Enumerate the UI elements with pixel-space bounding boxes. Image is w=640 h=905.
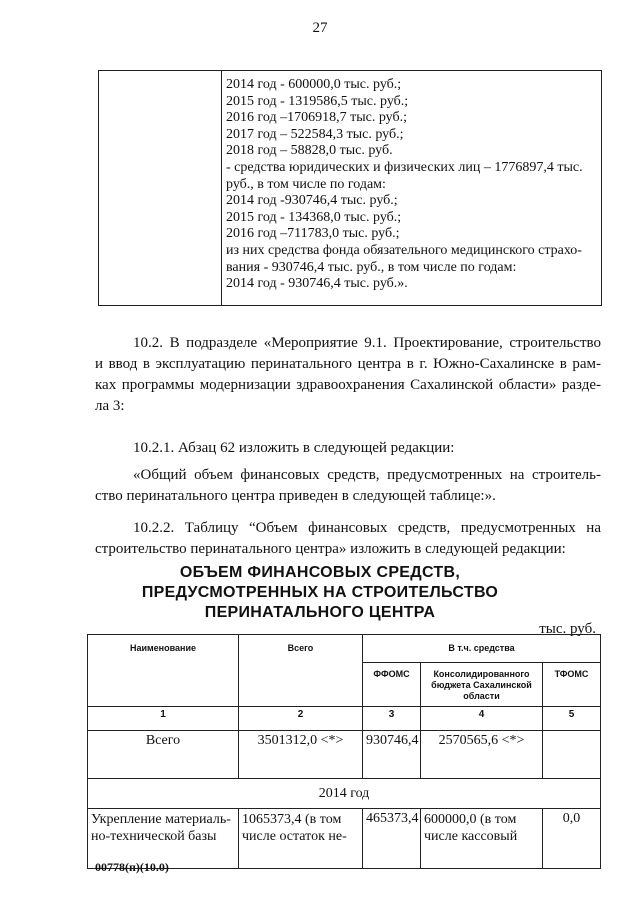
cont-line: вания - 930746,4 тыс. руб., в том числе по годам: [226,259,517,275]
column-number: 1 [88,707,239,731]
column-number: 5 [543,707,601,731]
cont-line: 2016 год –711783,0 тыс. руб.; [226,226,400,242]
header-ffoms: ФФОМС [363,663,421,707]
cont-line: - средства юридических и физических лиц – 1776897,4 тыс. [226,159,583,175]
total-row-name: Всего [88,731,239,779]
header-total: Всего [239,635,363,707]
total-row-tfoms [543,731,601,779]
cont-line: 2014 год - 930746,4 тыс. руб.». [226,276,408,292]
column-number: 4 [421,707,543,731]
cont-line: 2017 год – 522584,3 тыс. руб.; [226,126,404,142]
row-total: 1065373,4 (в том числе остаток не- [239,809,363,869]
header-tfoms: ТФОМС [543,663,601,707]
cont-line: 2014 год -930746,4 тыс. руб.; [226,193,398,209]
cont-line: руб., в том числе по годам: [226,176,386,192]
header-including: В т.ч. средства [363,635,601,663]
total-row-total: 3501312,0 <*> [239,731,363,779]
header-name: Наименование [88,635,239,707]
paragraph-quote: «Общий объем финансовых средств, предусмотренных на строитель- ство перинатального центра приведен в следующей таблице:». [95,467,601,504]
total-row-ffoms: 930746,4 [363,731,421,779]
total-row-consolidated: 2570565,6 <*> [421,731,543,779]
cont-line: 2018 год – 58828,0 тыс. руб. [226,143,393,159]
continuation-table [98,70,602,306]
paragraph-10-2-2: 10.2.2. Таблицу “Объем финансовых средств, предусмотренных на строительство перинатального центра» изложить в следующей редакции: [95,520,601,557]
cont-line: 2016 год –1706918,7 тыс. руб.; [226,110,407,126]
page-number: 27 [312,20,328,36]
cont-line: 2015 год - 1319586,5 тыс. руб.; [226,93,409,109]
cont-line: 2015 год - 134368,0 тыс. руб.; [226,209,402,225]
row-consolidated: 600000,0 (в том числе кассовый [421,809,543,869]
row-name: Укрепление материаль-но-технической базы [88,809,239,869]
continuation-table-text-cell [222,71,601,305]
continuation-table-left-cell [99,71,222,305]
row-ffoms: 465373,4 [363,809,421,869]
document-code: 00778(п)(10.0) [95,860,169,874]
paragraph-10-2-1: 10.2.1. Абзац 62 изложить в следующей редакции: [133,440,455,456]
column-number: 2 [239,707,363,731]
header-consolidated: Консолидированного бюджета Сахалинской области [421,663,543,707]
cont-line: 2014 год - 600000,0 тыс. руб.; [226,77,402,92]
table-title: ОБЪЕМ ФИНАНСОВЫХ СРЕДСТВ, ПРЕДУСМОТРЕННЫХ НА СТРОИТЕЛЬСТВО ПЕРИНАТАЛЬНОГО ЦЕНТРА [141,564,499,621]
year-row: 2014 год [88,779,601,809]
column-number: 3 [363,707,421,731]
financial-table [87,634,601,869]
row-tfoms: 0,0 [543,809,601,869]
paragraph-10-2: 10.2. В подразделе «Мероприятие 9.1. Проектирование, строительство и ввод в эксплуатацию перинатального центра в г. Южно-Сахалинске в рам- ках программы модернизации здравоохранения Сахалинской области» разде- ла 3: [95,335,601,414]
cont-line: из них средства фонда обязательного медицинского страхо- [226,242,582,258]
unit-label: тыс. руб. [539,621,596,637]
